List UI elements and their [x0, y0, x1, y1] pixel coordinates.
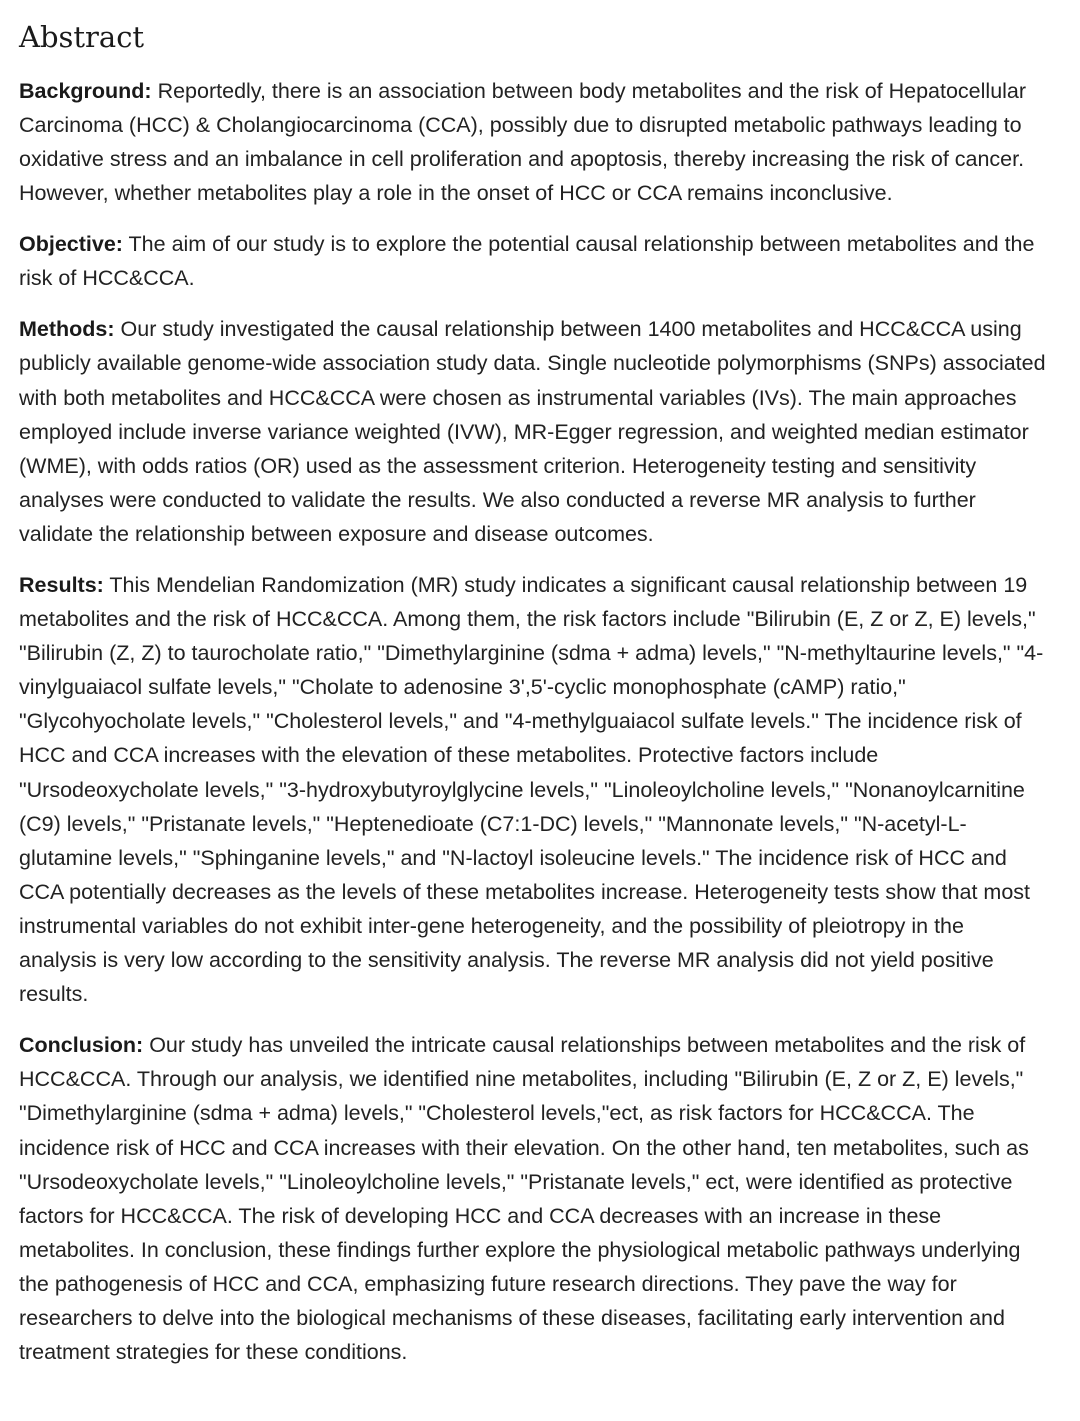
section-text: The aim of our study is to explore the potential causal relationship between metabolites and the risk of HCC&CCA. — [19, 232, 1035, 291]
section-methods — [19, 312, 1047, 551]
section-label: Background: — [19, 78, 152, 103]
section-label: Results: — [19, 573, 104, 598]
section-label: Methods: — [19, 317, 115, 342]
section-text: Our study has unveiled the intricate causal relationships between metabolites and the risk of HCC&CCA. Through our analysis, we identified nine metabolites, including "Bilirubin (E, Z or Z, E) levels," "Dimethylarginine (sdma + adma) levels," "Cholesterol levels,"ect, as risk factors for HCC&CCA. The incidence risk of HCC and CCA increases with their elevation. On the other hand, ten metabolites, such as "Ursodeoxycholate levels," "Linoleoylcholine levels," "Pristanate levels," ect, were identified as protective factors for HCC&CCA. The risk of developing HCC and CCA decreases with an increase in these metabolites. In conclusion, these findings further explore the physiological metabolic pathways underlying the pathogenesis of HCC and CCA, emphasizing future research directions. They pave the way for researchers to delve into the biological mechanisms of these diseases, facilitating early intervention and treatment strategies for these conditions. — [19, 1033, 1029, 1365]
section-conclusion — [19, 1028, 1047, 1369]
section-text: Our study investigated the causal relationship between 1400 metabolites and HCC&CCA using publicly available genome-wide association study data. Single nucleotide polymorphisms (SNPs) associated with both metabolites and HCC&CCA were chosen as instrumental variables (IVs). The main approaches employed include inverse variance weighted (IVW), MR-Egger regression, and weighted median estimator (WME), with odds ratios (OR) used as the assessment criterion. Heterogeneity testing and sensitivity analyses were conducted to validate the results. We also conducted a reverse MR analysis to further validate the relationship between exposure and disease outcomes. — [19, 317, 1046, 546]
section-label: Objective: — [19, 232, 123, 257]
section-background — [19, 74, 1047, 210]
abstract-heading: Abstract — [19, 20, 145, 54]
section-results — [19, 568, 1047, 1011]
section-text: Reportedly, there is an association between body metabolites and the risk of Hepatocellular Carcinoma (HCC) & Cholangiocarcinoma (CCA), possibly due to disrupted metabolic pathways leading to oxidative stress and an imbalance in cell proliferation and apoptosis, thereby increasing the risk of cancer. However, whether metabolites play a role in the onset of HCC or CCA remains inconclusive. — [19, 78, 1027, 206]
section-label: Conclusion: — [19, 1033, 144, 1058]
section-text: This Mendelian Randomization (MR) study indicates a significant causal relationship between 19 metabolites and the risk of HCC&CCA. Among them, the risk factors include "Bilirubin (E, Z or Z, E) levels," "Bilirubin (Z, Z) to taurocholate ratio," "Dimethylarginine (sdma + adma) levels," "N-methyltaurine levels," "4-vinylguaiacol sulfate levels," "Cholate to adenosine 3',5'-cyclic monophosphate (cAMP) ratio," "Glycohyocholate levels," "Cholesterol levels," and "4-methylguaiacol sulfate levels." The incidence risk of HCC and CCA increases with the elevation of these metabolites. Protective factors include "Ursodeoxycholate levels," "3-hydroxybutyroylglycine levels," "Linoleoylcholine levels," "Nonanoylcarnitine (C9) levels," "Pristanate levels," "Heptenedioate (C7:1-DC) levels," "Mannonate levels," "N-acetyl-L-glutamine levels," "Sphinganine levels," and "N-lactoyl isoleucine levels." The incidence risk of HCC and CCA potentially decreases as the levels of these metabolites increase. Heterogeneity tests show that most instrumental variables do not exhibit inter-gene heterogeneity, and the possibility of pleiotropy in the analysis is very low according to the sensitivity analysis. The reverse MR analysis did not yield positive results. — [19, 573, 1044, 1007]
abstract — [19, 20, 1047, 1386]
section-objective — [19, 227, 1047, 295]
